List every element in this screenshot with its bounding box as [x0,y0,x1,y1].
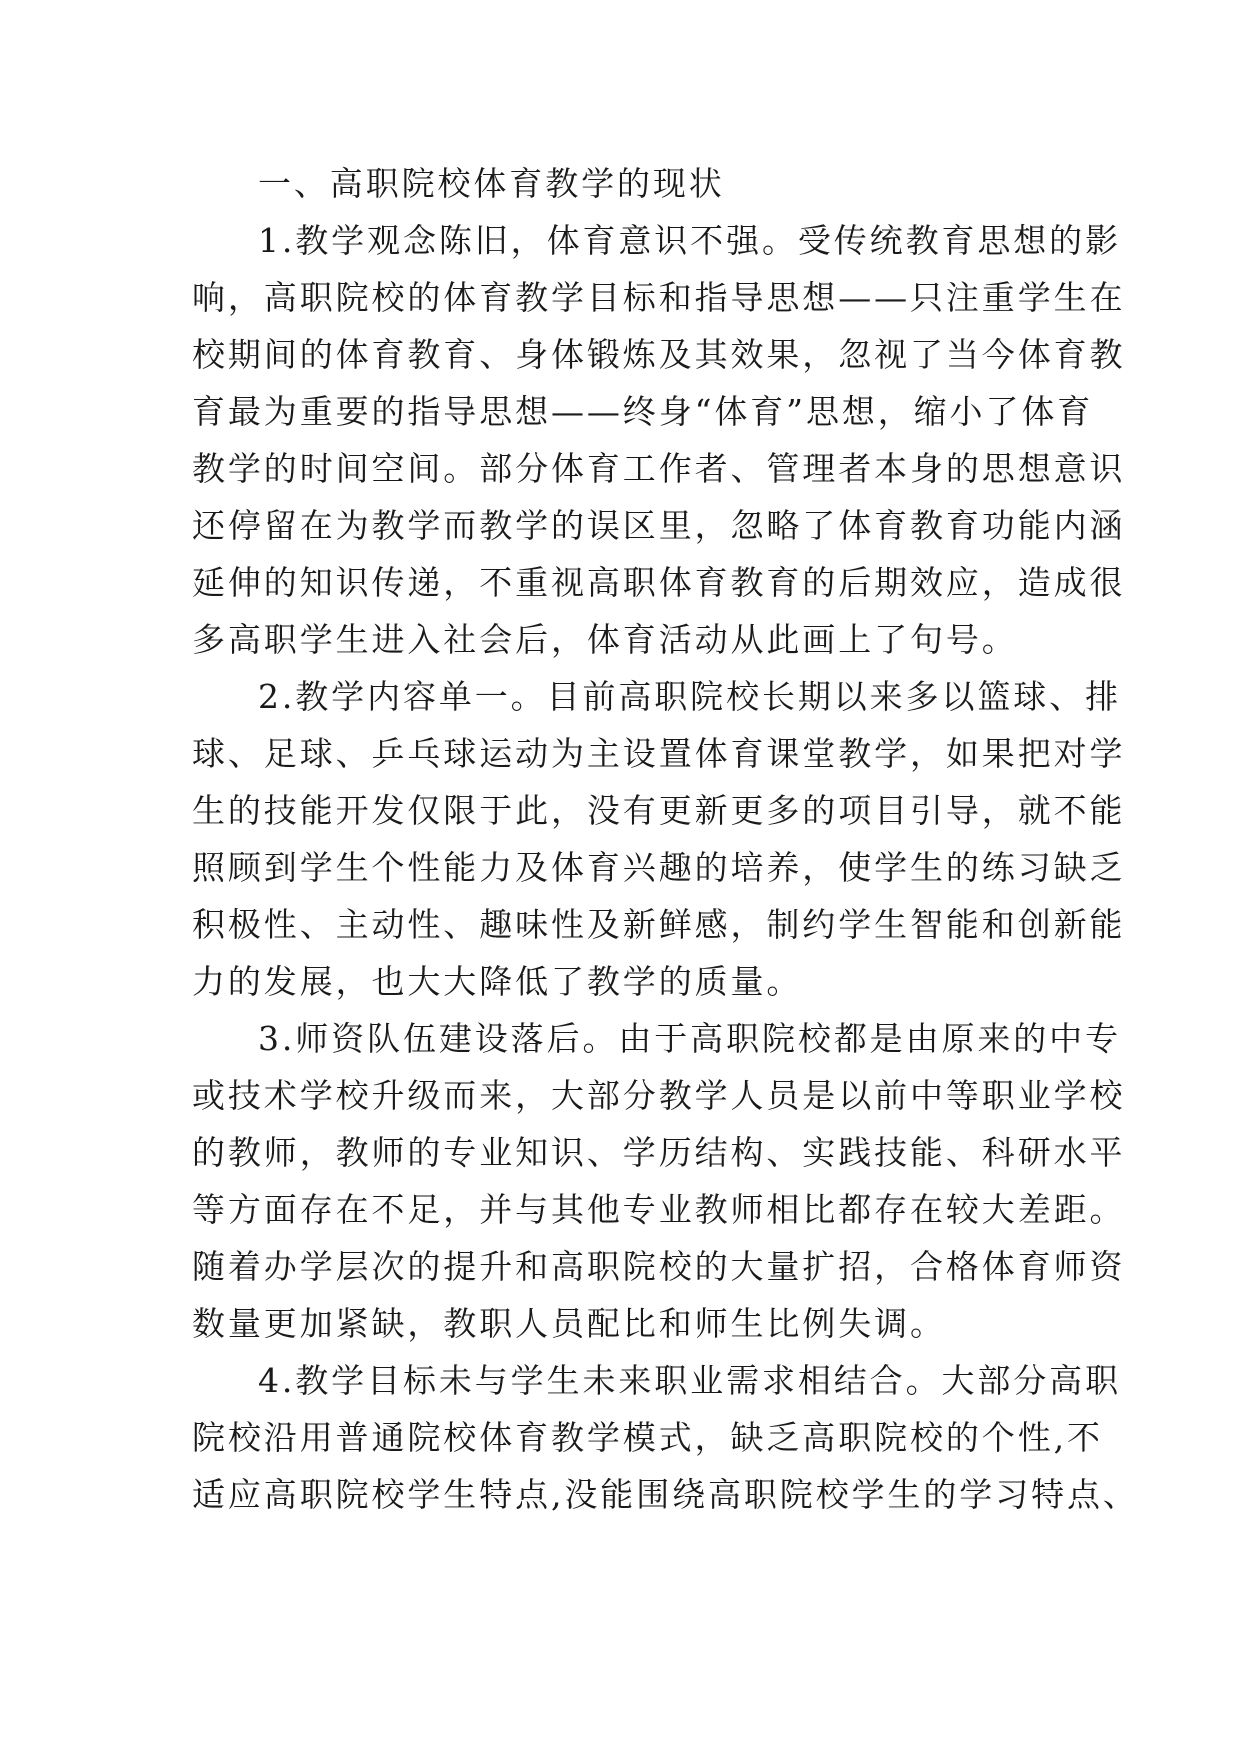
paragraph-3-line: 的教师，教师的专业知识、学历结构、实践技能、科研水平 [192,1133,1126,1172]
paragraph-1-line: 多高职学生进入社会后，体育活动从此画上了句号。 [192,620,1018,659]
paragraph-3-line: 或技术学校升级而来，大部分教学人员是以前中等职业学校 [192,1076,1126,1115]
paragraph-3-line: 随着办学层次的提升和高职院校的大量扩招，合格体育师资 [192,1247,1126,1286]
paragraph-2-line: 球、足球、乒乓球运动为主设置体育课堂教学，如果把对学 [192,734,1126,773]
paragraph-2-line: 2.教学内容单一。目前高职院校长期以来多以篮球、排 [258,677,1121,716]
paragraph-4-line: 4.教学目标未与学生未来职业需求相结合。大部分高职 [258,1361,1121,1400]
paragraph-4-line: 院校沿用普通院校体育教学模式，缺乏高职院校的个性,不 [192,1418,1103,1457]
paragraph-2-line: 积极性、主动性、趣味性及新鲜感，制约学生智能和创新能 [192,905,1126,944]
paragraph-1-line: 延伸的知识传递，不重视高职体育教育的后期效应，造成很 [192,563,1126,602]
paragraph-4-line: 适应高职院校学生特点,没能围绕高职院校学生的学习特点、 [192,1475,1139,1514]
paragraph-1-line: 1.教学观念陈旧，体育意识不强。受传统教育思想的影 [258,221,1121,260]
paragraph-1-line: 育最为重要的指导思想——终身“体育”思想，缩小了体育 [192,392,1094,431]
paragraph-3-line: 等方面存在不足，并与其他专业教师相比都存在较大差距。 [192,1190,1126,1229]
paragraph-3-line: 3.师资队伍建设落后。由于高职院校都是由原来的中专 [258,1019,1121,1058]
paragraph-1-line: 教学的时间空间。部分体育工作者、管理者本身的思想意识 [192,449,1126,488]
paragraph-1-line: 还停留在为教学而教学的误区里，忽略了体育教育功能内涵 [192,506,1126,545]
paragraph-2-line: 照顾到学生个性能力及体育兴趣的培养，使学生的练习缺乏 [192,848,1126,887]
paragraph-2-line: 力的发展，也大大降低了教学的质量。 [192,962,803,1001]
paragraph-2-line: 生的技能开发仅限于此，没有更新更多的项目引导，就不能 [192,791,1126,830]
section-heading: 一、高职院校体育教学的现状 [258,164,725,203]
paragraph-1-line: 校期间的体育教育、身体锻炼及其效果，忽视了当今体育教 [192,335,1126,374]
paragraph-3-line: 数量更加紧缺，教职人员配比和师生比例失调。 [192,1304,946,1343]
paragraph-1-line: 响，高职院校的体育教学目标和指导思想——只注重学生在 [192,278,1126,317]
